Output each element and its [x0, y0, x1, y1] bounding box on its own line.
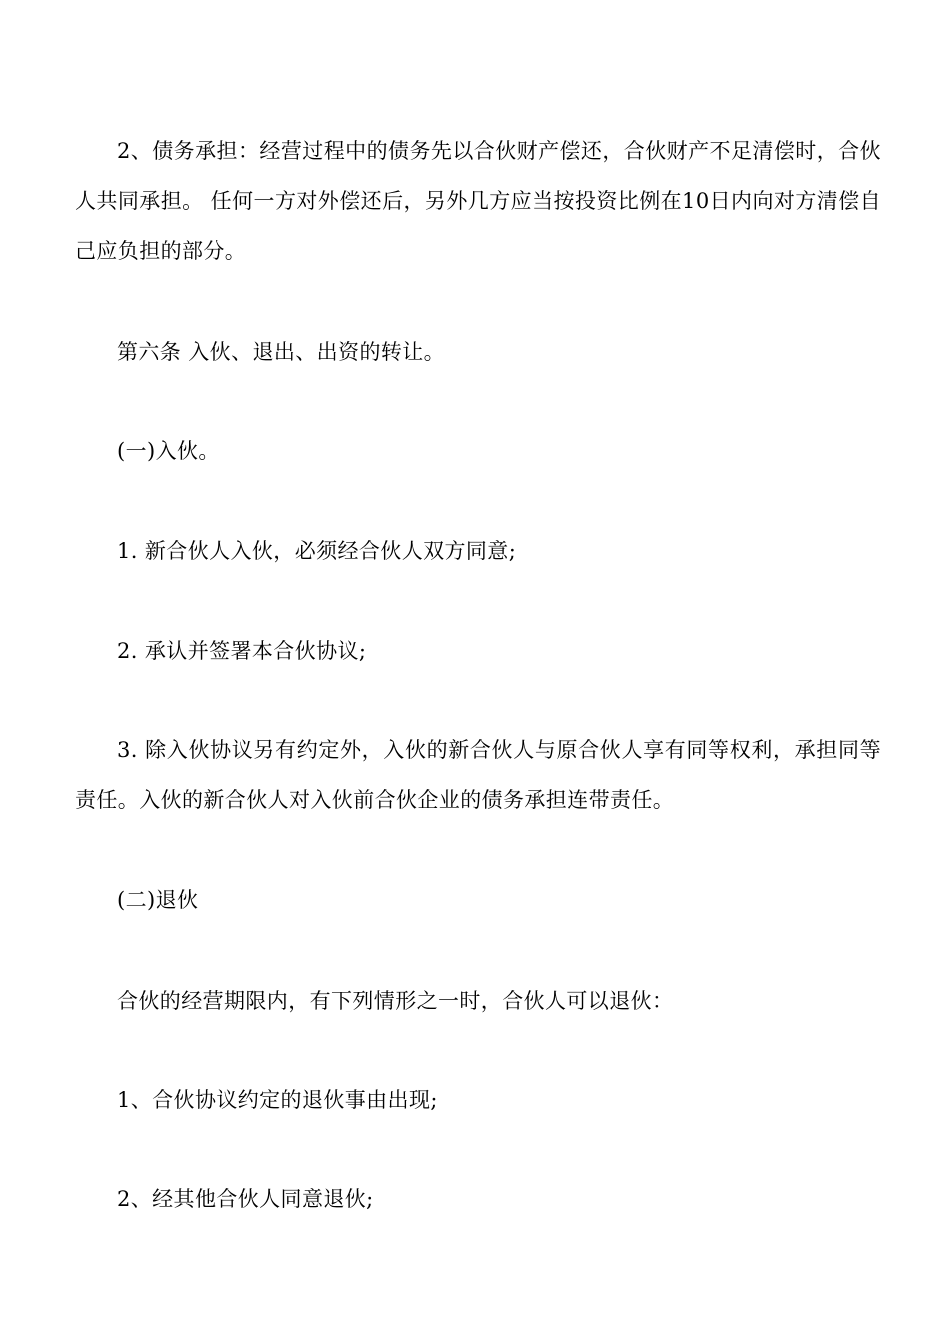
- paragraph-joining-item-2: 2. 承认并签署本合伙协议;: [117, 639, 367, 663]
- paragraph-article-six-heading: 第六条 入伙、退出、出资的转让。: [117, 340, 446, 364]
- paragraph-section-joining: (一)入伙。: [117, 439, 220, 463]
- paragraph-withdrawal-intro: 合伙的经营期限内，有下列情形之一时，合伙人可以退伙：: [117, 989, 674, 1013]
- paragraph-withdrawal-item-1: 1、合伙协议约定的退伙事由出现;: [117, 1088, 438, 1112]
- paragraph-joining-item-3: 3. 除入伙协议另有约定外，入伙的新合伙人与原合伙人享有同等权利，承担同等责任。入伙的新合伙人对入伙前合伙企业的债务承担连带责任。: [75, 738, 881, 812]
- paragraph-section-withdrawal: (二)退伙: [117, 888, 199, 912]
- paragraph-withdrawal-item-2: 2、经其他合伙人同意退伙;: [117, 1187, 374, 1211]
- paragraph-joining-item-1: 1. 新合伙人入伙，必须经合伙人双方同意;: [117, 539, 517, 563]
- paragraph-debt-bearing: 2、债务承担：经营过程中的债务先以合伙财产偿还，合伙财产不足清偿时，合伙人共同承担。 任何一方对外偿还后，另外几方应当按投资比例在10日内向对方清偿自己应负担的部分。: [75, 139, 881, 263]
